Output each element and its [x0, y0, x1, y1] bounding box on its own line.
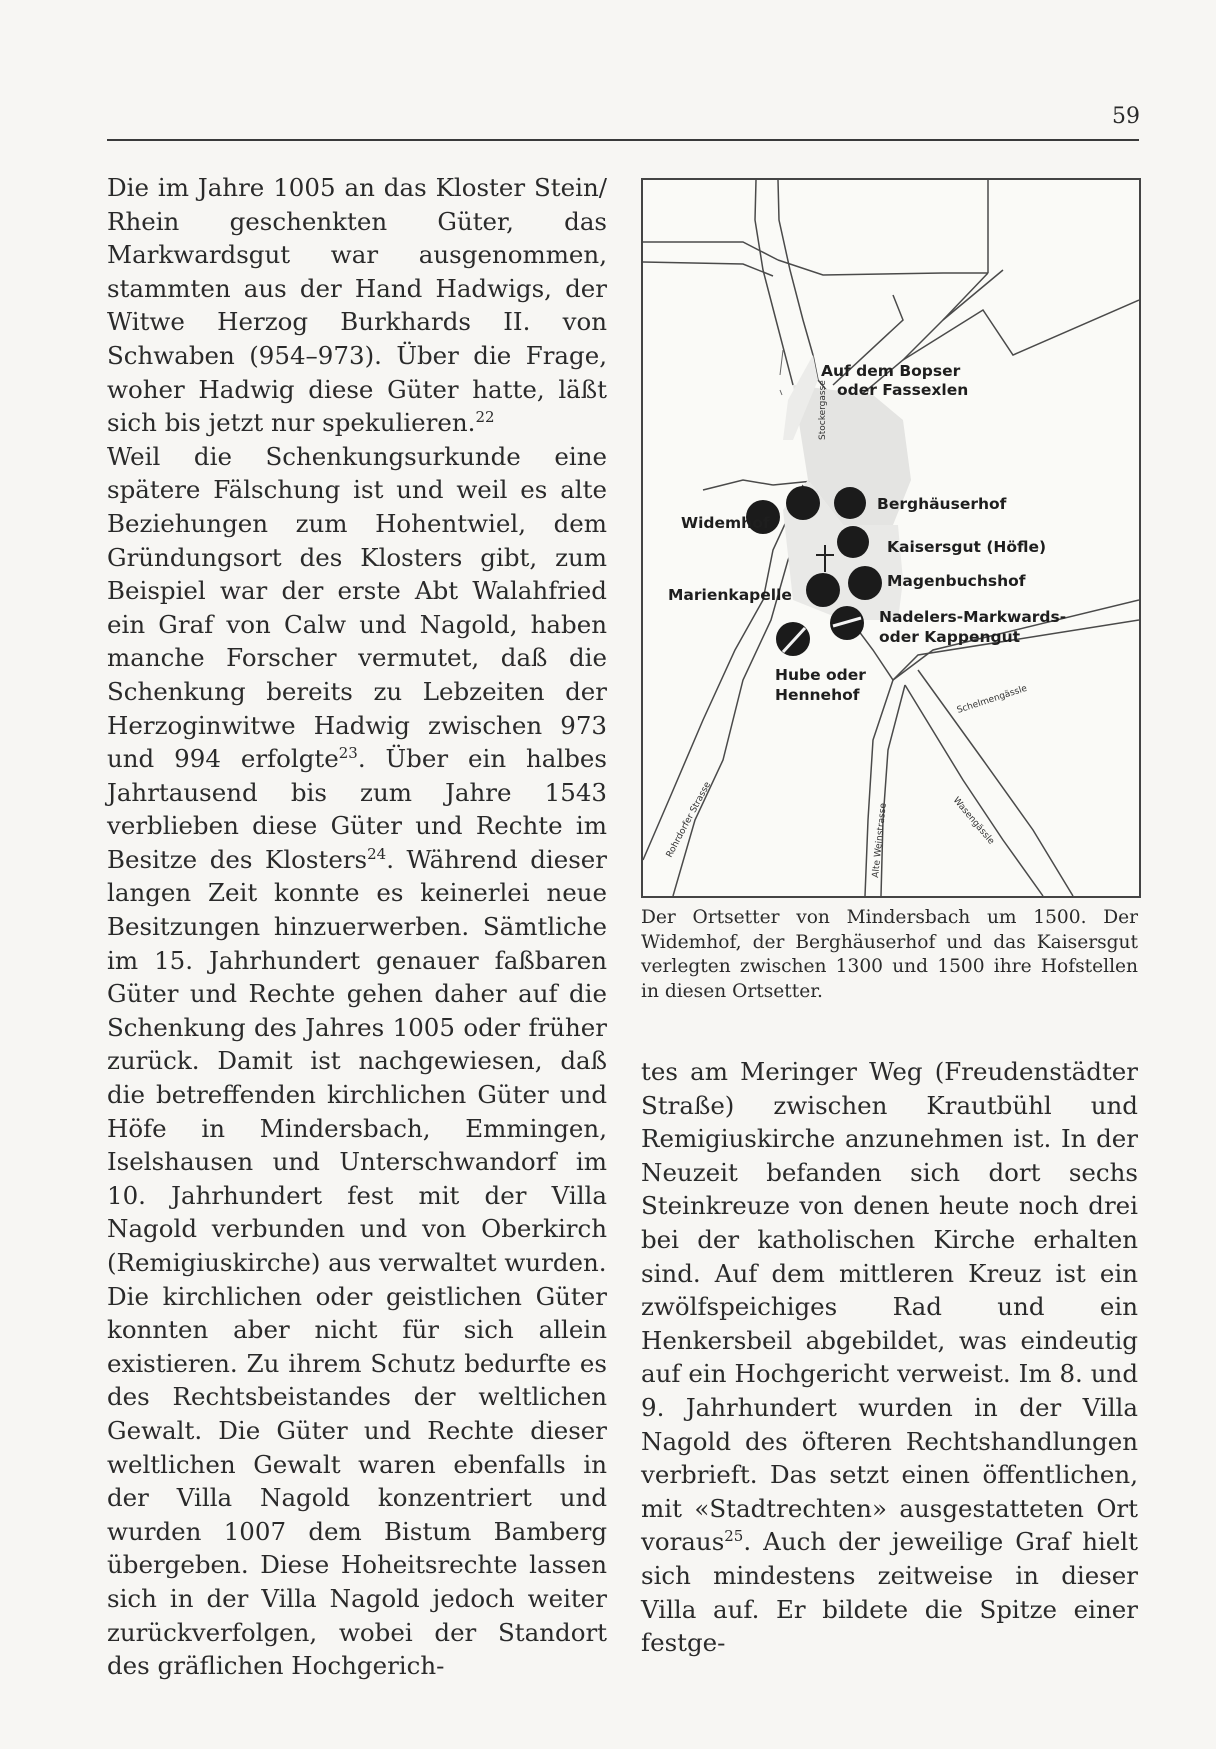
kaisersgut-marker [837, 526, 869, 558]
footnote-ref: 23 [338, 743, 358, 762]
text-run: Weil die Schenkungsurkunde eine spätere Fälschung ist und weil es alte Beziehungen zum Hohentwiel, dem Gründungsort des Klosters gibt, zum Beispiel war der erste Abt Walahfried ein Graf von Calw und Nagold, haben manche Forscher vermutet, daß die Schenkung bereits zu Lebzeiten der Herzoginwitwe Hadwig zwischen 973 und 994 erfolgte [107, 441, 607, 774]
map-caption: Der Ortsetter von Mindersbach um 1500. Der Widemhof, der Berghäuserhof und das Kaisersgut verlegten zwischen 1300 und 1500 ihre Hofstellen in diesen Ortsetter. [641, 907, 1138, 1002]
map-label-magenbuchshof: Magenbuchshof [887, 572, 1026, 590]
footnote-ref: 22 [475, 408, 495, 426]
text-run: . Über ein halbes Jahrtausend bis zum Jahre 1543 verblieben diese Güter und Rechte im Besitze des Klosters [107, 744, 607, 874]
map-label-nadelers-2: oder Kappengut [879, 628, 1021, 646]
footnote-ref: 24 [367, 844, 387, 863]
street-label-wasengaessle: Wasengässle [950, 795, 996, 847]
marienkapelle-marker [806, 573, 840, 607]
map-label-berghaeuserhof: Berghäuserhof [877, 495, 1007, 513]
street-label-schelmengaessle: Schelmengässle [955, 683, 1029, 716]
map-label-hube-1: Hube oder [775, 666, 866, 684]
header-rule [107, 139, 1139, 141]
footnote-ref: 25 [724, 1527, 744, 1546]
berghaeuserhof-marker [834, 487, 866, 519]
left-column [107, 171, 607, 1683]
text-run: . Während dieser langen Zeit konnte es keinerlei neue Besitzungen hinzuerwerben. Sämtliche im 15. Jahrhundert genauer faßbaren Güter und Rechte gehen daher auf die Schenkung des Jahres 1005 oder früher zurück. Damit ist nachgewiesen, daß die betreffenden kirchlichen Güter und Höfe in Mindersbach, Emmingen, Iselshausen und Unterschwandorf im 10. Jahrhundert fest mit der Villa Nagold verbunden und von Oberkirch (Remigiuskirche) aus verwaltet wurden. [107, 844, 607, 1277]
paragraph [107, 1280, 607, 1683]
street-label-rohrdorfer: Rohrdorfer Strasse [664, 780, 714, 860]
text-run: . Auch der jeweilige Graf hielt sich mindestens zeitweise in dieser Villa auf. Er bildete die Spitze einer festge- [641, 1527, 1138, 1658]
text-run: Die kirchlichen oder geistlichen Güter konnten aber nicht für sich allein existieren. Zu ihrem Schutz bedurfte es des Rechtsbeistandes der weltlichen Gewalt. Die Güter und Rechte dieser weltlichen Gewalt waren ebenfalls in der Villa Nagold konzentriert und wurden 1007 dem Bistum Bamberg übergeben. Diese Hoheitsrechte lassen sich in der Villa Nagold jedoch weiter zurückverfolgen, wobei der Standort des gräflichen Hochgerich- [107, 1281, 607, 1681]
magenbuchshof-marker [848, 566, 882, 600]
paragraph [107, 440, 607, 1280]
map-label-bopser-1: Auf dem Bopser [821, 362, 961, 380]
map-label-marienkapelle: Marienkapelle [668, 586, 792, 604]
map-drawing [643, 180, 1139, 896]
text-run: tes am Meringer Weg (Freudenstädter Straße) zwischen Krautbühl und Remigiuskirche anzunehmen ist. In der Neuzeit befanden sich dort sechs Steinkreuze von denen heute noch drei bei der katholischen Kirche erhalten sind. Auf dem mittleren Kreuz ist ein zwölfspeichiges Rad und ein Henkersbeil abgebildet, was eindeutig auf ein Hochgericht verweist. Im 8. und 9. Jahrhundert wurden in der Villa Nagold des öfteren Rechtshandlungen verbrieft. Das setzt einen öffentlichen, mit «Stadtrechten» ausgestatteten Ort voraus [641, 1057, 1138, 1557]
page-number: 59 [1112, 104, 1140, 129]
street-label-stockergasse: Stockergasse [818, 380, 828, 440]
paragraph [107, 171, 607, 440]
right-column [641, 1055, 1138, 1660]
paragraph [641, 1055, 1138, 1660]
map-label-bopser-2: oder Fassexlen [837, 381, 969, 399]
village-map [641, 178, 1141, 898]
path-marks [780, 350, 783, 395]
widemhof-marker-2 [786, 486, 820, 520]
map-label-kaisersgut: Kaisersgut (Höfle) [887, 538, 1047, 556]
map-label-nadelers-1: Nadelers-Markwards- [879, 608, 1067, 626]
map-label-hube-2: Hennehof [775, 686, 860, 704]
street-label-weinstrasse: Alte Weinstrasse [871, 802, 889, 879]
map-label-widemhof: Widemhof [681, 514, 770, 532]
text-run: Die im Jahre 1005 an das Kloster Stein/ Rhein geschenkten Güter, das Markwardsgut war ausgenommen, stammten aus der Hand Hadwigs, der Witwe Herzog Burkhards II. von Schwaben (954–973). Über die Frage, woher Hadwig diese Güter hatte, läßt sich bis jetzt nur spekulieren. [107, 173, 607, 438]
